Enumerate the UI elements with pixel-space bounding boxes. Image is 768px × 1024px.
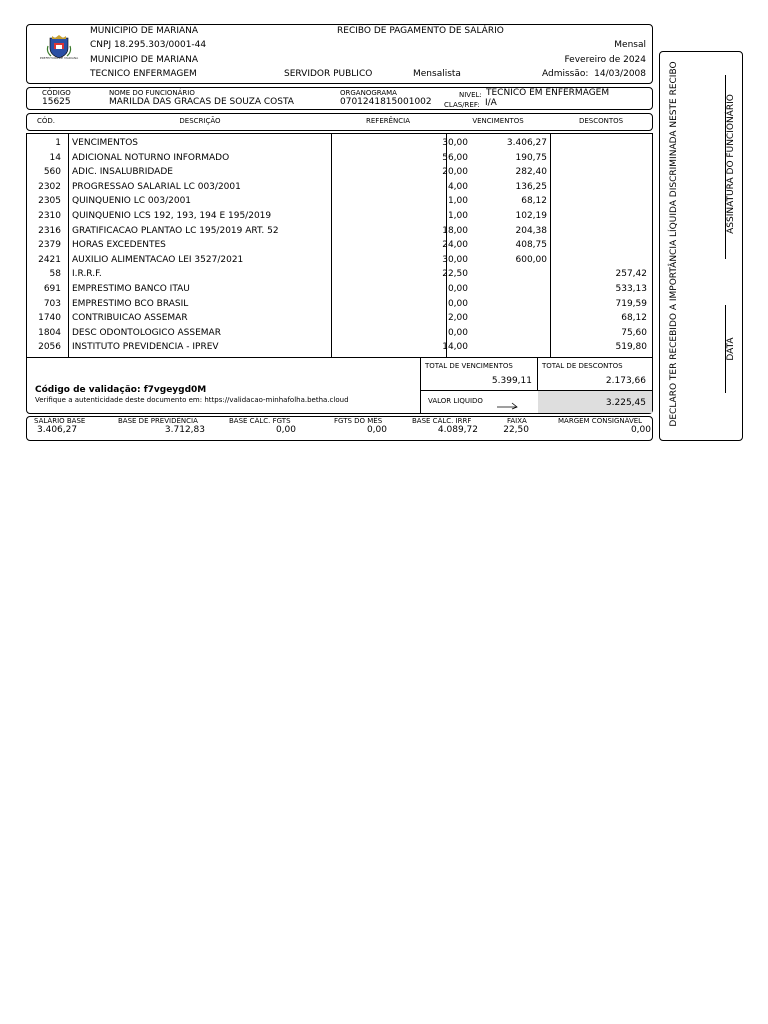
municipality-logo (39, 34, 79, 62)
validation-code: Código de validação: f7vgeygd0M (35, 385, 207, 395)
item-reference: 0,00 (447, 327, 468, 338)
item-description: ADIC. INSALUBRIDADE (72, 167, 173, 178)
col-header-descricao: DESCRIÇÃO (179, 117, 221, 125)
table-row (26, 297, 652, 312)
faixa-label: FAIXA (507, 417, 527, 425)
item-code: 14 (49, 152, 61, 163)
salario-base-value: 3.406,27 (37, 425, 78, 435)
item-code: 1804 (38, 327, 61, 338)
faixa-value: 22,50 (503, 425, 529, 435)
base-previdencia-value: 3.712,83 (164, 425, 205, 435)
item-reference: 24,00 (442, 240, 468, 251)
item-reference: 0,00 (447, 298, 468, 309)
employee-name: MARILDA DAS GRACAS DE SOUZA COSTA (109, 97, 294, 107)
total-descontos-label: TOTAL DE DESCONTOS (542, 362, 623, 370)
item-code: 560 (43, 167, 61, 178)
table-row (26, 194, 652, 209)
item-reference: 1,00 (447, 196, 468, 207)
item-desconto: 533,13 (615, 284, 647, 294)
table-row (26, 209, 652, 224)
item-description: EMPRESTIMO BANCO ITAU (72, 284, 190, 294)
organograma-value: 0701241815001002 (340, 97, 432, 107)
nivel-value: TECNICO EM ENFERMAGEM (486, 88, 610, 98)
item-code: 691 (43, 284, 61, 294)
declaro-text: DECLARO TER RECEBIDO A IMPORTÂNCIA LÍQUIDA DISCRIMINADA NESTE RECIBO (669, 61, 679, 427)
item-vencimento: 190,75 (515, 152, 547, 163)
total-vencimentos-label: TOTAL DE VENCIMENTOS (425, 362, 513, 370)
item-vencimento: 68,12 (521, 196, 547, 207)
item-desconto: 68,12 (621, 313, 647, 324)
table-row (26, 165, 652, 180)
item-code: 2302 (38, 181, 61, 192)
organograma-label: ORGANOGRAMA (340, 89, 397, 97)
totals-divider (420, 357, 421, 414)
item-desconto: 719,59 (615, 298, 647, 309)
item-description: GRATIFICACAO PLANTAO LC 195/2019 ART. 52 (72, 225, 279, 236)
item-reference: 22,50 (442, 269, 468, 280)
fgts-mes-label: FGTS DO MÊS (334, 417, 383, 425)
base-irrf-value: 4.089,72 (437, 425, 478, 435)
nivel-label: NIVEL: (459, 91, 482, 99)
item-vencimento: 102,19 (515, 211, 547, 221)
competencia: Fevereiro de 2024 (564, 55, 646, 65)
col-header-cod: CÓD. (37, 117, 56, 125)
table-row (26, 311, 652, 326)
item-code: 58 (49, 269, 61, 280)
clas-value: I/A (485, 98, 497, 108)
employee-code: 15625 (42, 97, 71, 107)
item-code: 2056 (38, 342, 61, 353)
base-irrf-label: BASE CÁLC. IRRF (412, 417, 472, 425)
col-header-vencimentos: VENCIMENTOS (472, 117, 524, 125)
item-code: 2305 (38, 196, 61, 207)
item-reference: 30,00 (442, 138, 468, 148)
item-description: CONTRIBUICAO ASSEMAR (72, 313, 188, 324)
table-row (26, 180, 652, 195)
admissao-label: Admissão: (542, 69, 589, 79)
item-description: QUINQUENIO LCS 192, 193, 194 E 195/2019 (72, 211, 272, 221)
item-reference: 30,00 (442, 254, 468, 265)
item-reference: 4,00 (447, 181, 468, 192)
item-description: PROGRESSAO SALARIAL LC 003/2001 (72, 181, 241, 192)
col-header-referencia: REFERÊNCIA (366, 117, 410, 125)
document-title: RECIBO DE PAGAMENTO DE SALÁRIO (337, 26, 504, 36)
periodicity: Mensal (614, 40, 646, 50)
margem-label: MARGEM CONSIGNÁVEL (558, 417, 643, 425)
cargo: TECNICO ENFERMAGEM (90, 69, 197, 79)
vinculo: SERVIDOR PUBLICO (284, 69, 373, 79)
item-reference: 2,00 (447, 313, 468, 324)
item-code: 2310 (38, 211, 61, 221)
margem-value: 0,00 (630, 425, 651, 435)
table-row (26, 238, 652, 253)
table-row (26, 151, 652, 166)
table-row (26, 253, 652, 268)
tipo-contrato: Mensalista (413, 69, 461, 79)
assinatura-label: ASSINATURA DO FUNCIONÁRIO (726, 94, 736, 234)
item-code: 1740 (38, 313, 61, 324)
table-row (26, 282, 652, 297)
item-description: ADICIONAL NOTURNO INFORMADO (72, 152, 230, 163)
item-desconto: 519,80 (615, 342, 647, 353)
item-description: AUXILIO ALIMENTACAO LEI 3527/2021 (72, 254, 244, 265)
item-reference: 0,00 (447, 284, 468, 294)
total-descontos-value: 2.173,66 (605, 376, 646, 386)
item-description: QUINQUENIO LC 003/2001 (72, 196, 192, 207)
item-code: 2316 (38, 225, 61, 236)
codigo-label: CÓDIGO (42, 89, 71, 97)
logo-text: PREFEITURA DE MARIANA (39, 56, 79, 60)
item-description: HORAS EXCEDENTES (72, 240, 166, 251)
item-vencimento: 3.406,27 (506, 138, 547, 148)
item-code: 2421 (38, 254, 61, 265)
arrow-right-icon (496, 396, 520, 415)
table-row (26, 267, 652, 282)
item-vencimento: 408,75 (515, 240, 547, 251)
validation-url-text: Verifique a autenticidade deste documento em: https://validacao-minhafolha.betha.cloud (35, 396, 349, 404)
item-reference: 18,00 (442, 225, 468, 236)
item-desconto: 75,60 (621, 327, 647, 338)
nome-label: NOME DO FUNCIONÁRIO (109, 89, 195, 97)
table-row (26, 136, 652, 151)
item-description: INSTITUTO PREVIDENCIA - IPREV (72, 342, 219, 353)
item-description: DESC ODONTOLOGICO ASSEMAR (72, 327, 221, 338)
base-previdencia-label: BASE DE PREVIDÊNCIA (118, 417, 198, 425)
clas-label: CLAS/REF: (444, 101, 480, 109)
item-description: I.R.R.F. (72, 269, 102, 280)
data-label: DATA (726, 337, 736, 361)
item-reference: 1,00 (447, 211, 468, 221)
item-reference: 56,00 (442, 152, 468, 163)
item-code: 703 (43, 298, 61, 309)
salario-base-label: SALÁRIO BASE (34, 417, 86, 425)
item-vencimento: 204,38 (515, 225, 547, 236)
municipio-name: MUNICIPIO DE MARIANA (90, 26, 199, 36)
item-reference: 20,00 (442, 167, 468, 178)
col-header-descontos: DESCONTOS (578, 117, 624, 125)
item-desconto: 257,42 (615, 269, 647, 280)
table-row (26, 224, 652, 239)
totals-divider (537, 357, 538, 390)
table-row (26, 326, 652, 341)
admissao-date: 14/03/2008 (594, 69, 646, 79)
item-reference: 14,00 (442, 342, 468, 353)
valor-liquido-value: 3.225,45 (605, 398, 646, 408)
base-fgts-label: BASE CÁLC. FGTS (229, 417, 291, 425)
item-vencimento: 600,00 (515, 254, 547, 265)
municipio-name-2: MUNICIPIO DE MARIANA (90, 55, 199, 65)
base-fgts-value: 0,00 (275, 425, 296, 435)
valor-liquido-label: VALOR LIQUIDO (428, 397, 483, 405)
total-vencimentos-value: 5.399,11 (491, 376, 532, 386)
item-description: VENCIMENTOS (72, 138, 138, 148)
item-code: 1 (55, 138, 61, 148)
table-row (26, 340, 652, 355)
cnpj: CNPJ 18.295.303/0001-44 (90, 40, 207, 50)
fgts-mes-value: 0,00 (366, 425, 387, 435)
item-description: EMPRESTIMO BCO BRASIL (72, 298, 189, 309)
item-vencimento: 136,25 (515, 181, 547, 192)
item-vencimento: 282,40 (515, 167, 547, 178)
item-code: 2379 (38, 240, 61, 251)
